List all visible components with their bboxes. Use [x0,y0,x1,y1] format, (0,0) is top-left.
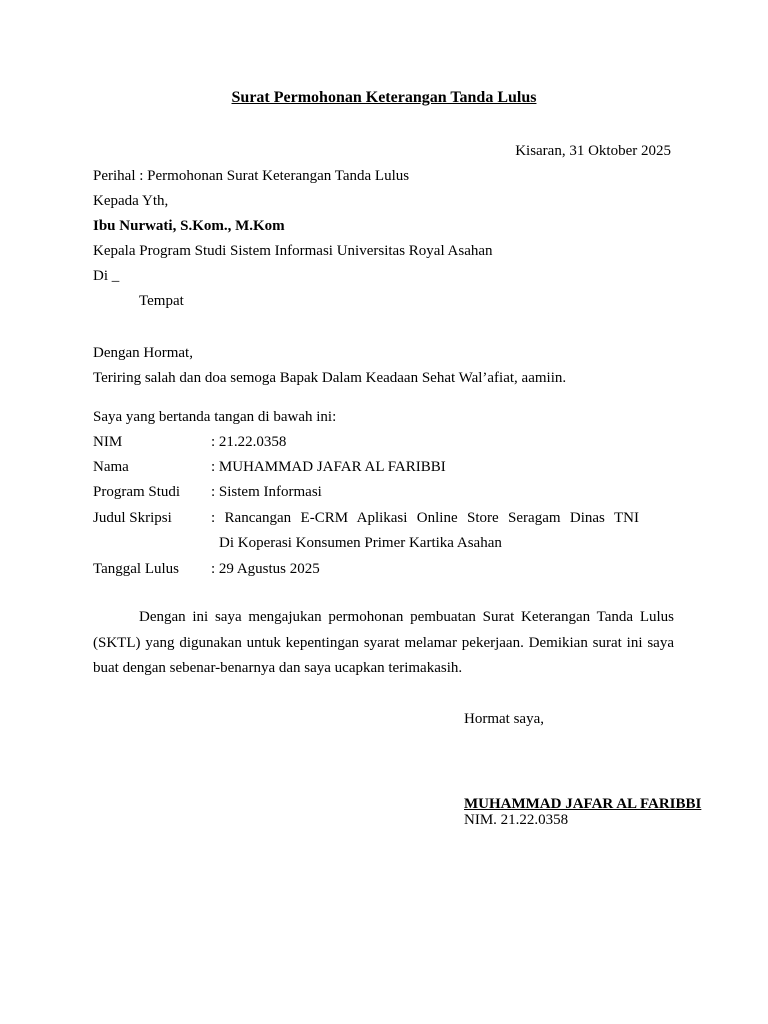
greeting: Dengan Hormat, [93,345,193,361]
tanggal-label: Tanggal Lulus [93,561,180,577]
prodi-value: : Sistem Informasi [211,484,322,500]
judul-value-line1: : Rancangan E-CRM Aplikasi Online Store Seragam Dinas TNI [211,510,639,526]
place-date: Kisaran, 31 Oktober 2025 [515,143,671,159]
location-tempat: Tempat [139,293,184,309]
tanggal-value: : 29 Agustus 2025 [211,561,320,577]
judul-value-line2: Di Koperasi Konsumen Primer Kartika Asahan [219,535,502,551]
identity-intro: Saya yang bertanda tangan di bawah ini: [93,409,337,425]
prodi-label: Program Studi [93,484,181,500]
location-prefix: Di _ [93,268,120,284]
signer-name: MUHAMMAD JAFAR AL FARIBBI [464,796,702,812]
wish-line: Teriring salah dan doa semoga Bapak Dalam Keadaan Sehat Wal’afiat, aamiin. [93,370,567,386]
nim-value: : 21.22.0358 [211,434,287,450]
subject-line: Perihal : Permohonan Surat Keterangan Tanda Lulus [93,168,410,184]
nama-value: : MUHAMMAD JAFAR AL FARIBBI [211,459,446,475]
nim-label: NIM [93,434,123,450]
letter-title: Surat Permohonan Keterangan Tanda Lulus [231,89,537,106]
judul-label: Judul Skripsi [93,510,172,526]
closing-salutation: Hormat saya, [464,711,544,727]
addressee-intro: Kepada Yth, [93,193,169,209]
recipient-name: Ibu Nurwati, S.Kom., M.Kom [93,218,285,234]
body-paragraph: Dengan ini saya mengajukan permohonan pembuatan Surat Keterangan Tanda Lulus (SKTL) yang digunakan untuk kepentingan syarat melamar pekerjaan. Demikian surat ini saya buat dengan sebenar-benarnya dan saya ucapkan terimakasih. [93,609,674,676]
nama-label: Nama [93,459,129,475]
signer-nim: NIM. 21.22.0358 [464,812,569,828]
recipient-position: Kepala Program Studi Sistem Informasi Universitas Royal Asahan [93,243,493,259]
